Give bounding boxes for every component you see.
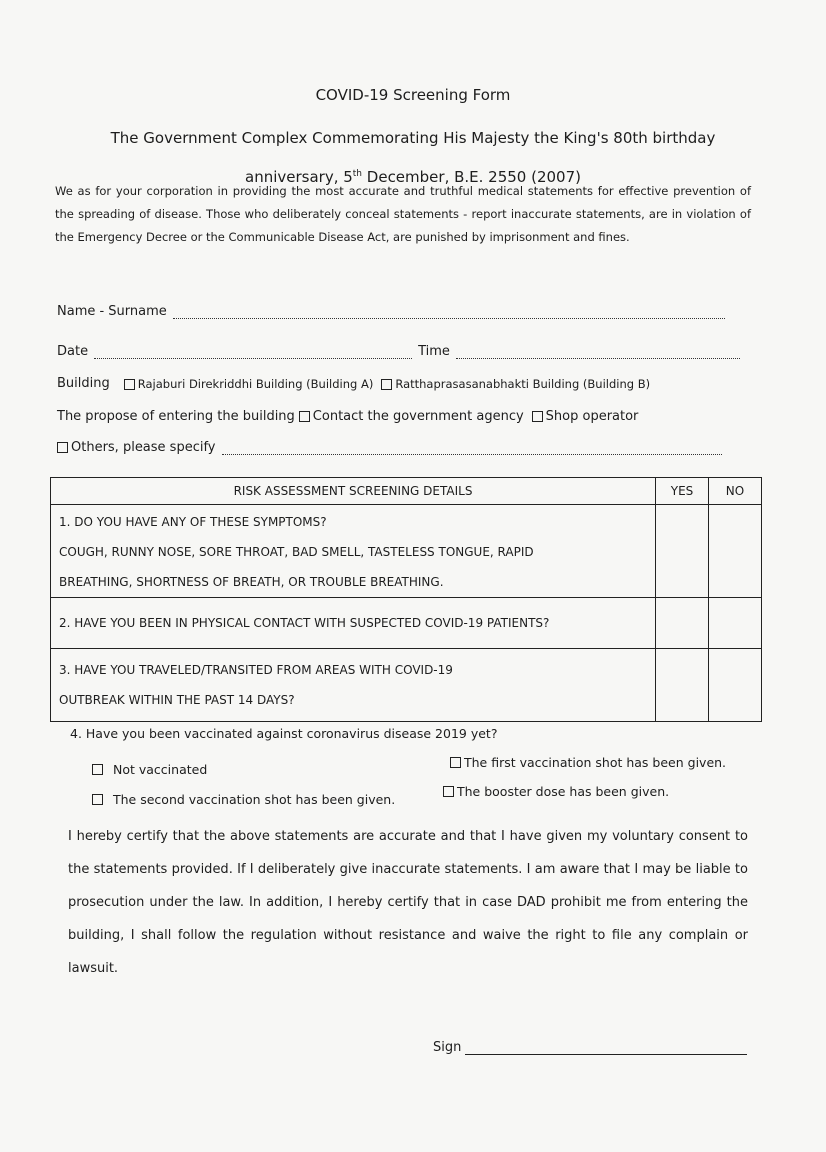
name-row bbox=[57, 304, 725, 319]
building-b-label: Ratthaprasasanabhakti Building (Building B) bbox=[395, 377, 651, 391]
subtitle-line-1: The Government Complex Commemorating His Majesty the King's 80th birthday bbox=[110, 129, 716, 147]
building-b-option[interactable] bbox=[381, 377, 650, 391]
building-a-checkbox[interactable] bbox=[124, 379, 135, 390]
table-header-no: NO bbox=[709, 478, 762, 505]
question-3-text: 3. HAVE YOU TRAVELED/TRANSITED FROM AREAS WITH COVID-19 OUTBREAK WITHIN THE PAST 14 DAYS? bbox=[51, 649, 656, 722]
purpose-shop-checkbox[interactable] bbox=[532, 411, 543, 422]
date-label: Date bbox=[57, 344, 89, 359]
purpose-shop-option[interactable] bbox=[532, 409, 639, 424]
booster-label: The booster dose has been given. bbox=[457, 784, 670, 799]
time-label: Time bbox=[418, 344, 450, 359]
name-field[interactable] bbox=[173, 304, 725, 319]
name-label: Name - Surname bbox=[57, 304, 167, 319]
signature-line[interactable] bbox=[465, 1040, 747, 1055]
certification-paragraph: I hereby certify that the above statements are accurate and that I have given my voluntary consent to the statements provided. If I deliberately give inaccurate statements. I am aware that I may be liable to prosecution under the law. In addition, I hereby certify that in case DAD prohibit me from entering the building, I shall follow the regulation without resistance and waive the right to file any complain or lawsuit. bbox=[68, 829, 748, 976]
question-1-no-cell[interactable] bbox=[709, 505, 762, 598]
question-1-yes-cell[interactable] bbox=[656, 505, 709, 598]
purpose-row bbox=[57, 409, 646, 424]
table-header-details: RISK ASSESSMENT SCREENING DETAILS bbox=[51, 478, 656, 505]
not-vaccinated-checkbox[interactable] bbox=[92, 764, 103, 775]
vaccine-question: 4. Have you been vaccinated against coronavirus disease 2019 yet? bbox=[70, 726, 498, 741]
time-field[interactable] bbox=[456, 344, 740, 359]
first-shot-checkbox[interactable] bbox=[450, 757, 461, 768]
purpose-label: The propose of entering the building bbox=[57, 409, 295, 424]
question-2-yes-cell[interactable] bbox=[656, 598, 709, 649]
building-a-option[interactable] bbox=[124, 377, 374, 391]
second-shot-option[interactable] bbox=[92, 792, 395, 807]
question-1-text: 1. DO YOU HAVE ANY OF THESE SYMPTOMS? COUGH, RUNNY NOSE, SORE THROAT, BAD SMELL, TASTELESS TONGUE, RAPID BREATHING, SHORTNESS OF BREATH, OR TROUBLE BREATHING. bbox=[51, 505, 656, 598]
question-2-text: 2. HAVE YOU BEEN IN PHYSICAL CONTACT WITH SUSPECTED COVID-19 PATIENTS? bbox=[51, 598, 656, 649]
building-row bbox=[57, 376, 658, 391]
others-row bbox=[57, 440, 722, 455]
form-title: COVID-19 Screening Form bbox=[315, 86, 511, 104]
date-time-row bbox=[57, 344, 740, 359]
intro-paragraph: We as for your corporation in providing the most accurate and truthful medical statements for effective prevention of the spreading of disease. Those who deliberately conceal statements - report inaccurate statements, are in violation of the Emergency Decree or the Communicable Disease Act, are punished by imprisonment and fines. bbox=[55, 184, 751, 244]
question-1-row bbox=[51, 505, 762, 598]
not-vaccinated-label: Not vaccinated bbox=[113, 762, 208, 777]
question-2-no-cell[interactable] bbox=[709, 598, 762, 649]
first-shot-label: The first vaccination shot has been given. bbox=[464, 755, 727, 770]
building-label: Building bbox=[57, 376, 110, 391]
risk-assessment-table bbox=[50, 477, 762, 722]
purpose-contact-option[interactable] bbox=[299, 409, 524, 424]
question-3-row bbox=[51, 649, 762, 722]
second-shot-checkbox[interactable] bbox=[92, 794, 103, 805]
question-3-yes-cell[interactable] bbox=[656, 649, 709, 722]
others-field[interactable] bbox=[222, 440, 722, 455]
question-3-no-cell[interactable] bbox=[709, 649, 762, 722]
booster-checkbox[interactable] bbox=[443, 786, 454, 797]
table-header-yes: YES bbox=[656, 478, 709, 505]
first-shot-option[interactable] bbox=[450, 755, 726, 770]
second-shot-label: The second vaccination shot has been given. bbox=[113, 792, 396, 807]
subtitle-line-2: anniversary, 5th December, B.E. 2550 (2007) bbox=[245, 168, 581, 186]
building-a-label: Rajaburi Direkriddhi Building (Building A) bbox=[137, 377, 374, 391]
table-header-row bbox=[51, 478, 762, 505]
signature-label: Sign bbox=[433, 1040, 462, 1055]
signature-row bbox=[433, 1040, 747, 1055]
others-option[interactable] bbox=[57, 440, 216, 455]
booster-option[interactable] bbox=[443, 784, 669, 799]
question-2-row bbox=[51, 598, 762, 649]
building-b-checkbox[interactable] bbox=[381, 379, 392, 390]
date-field[interactable] bbox=[94, 344, 412, 359]
others-label: Others, please specify bbox=[71, 440, 216, 455]
purpose-contact-checkbox[interactable] bbox=[299, 411, 310, 422]
not-vaccinated-option[interactable] bbox=[92, 762, 207, 777]
others-checkbox[interactable] bbox=[57, 442, 68, 453]
purpose-contact-label: Contact the government agency bbox=[312, 409, 524, 424]
purpose-shop-label: Shop operator bbox=[545, 409, 639, 424]
